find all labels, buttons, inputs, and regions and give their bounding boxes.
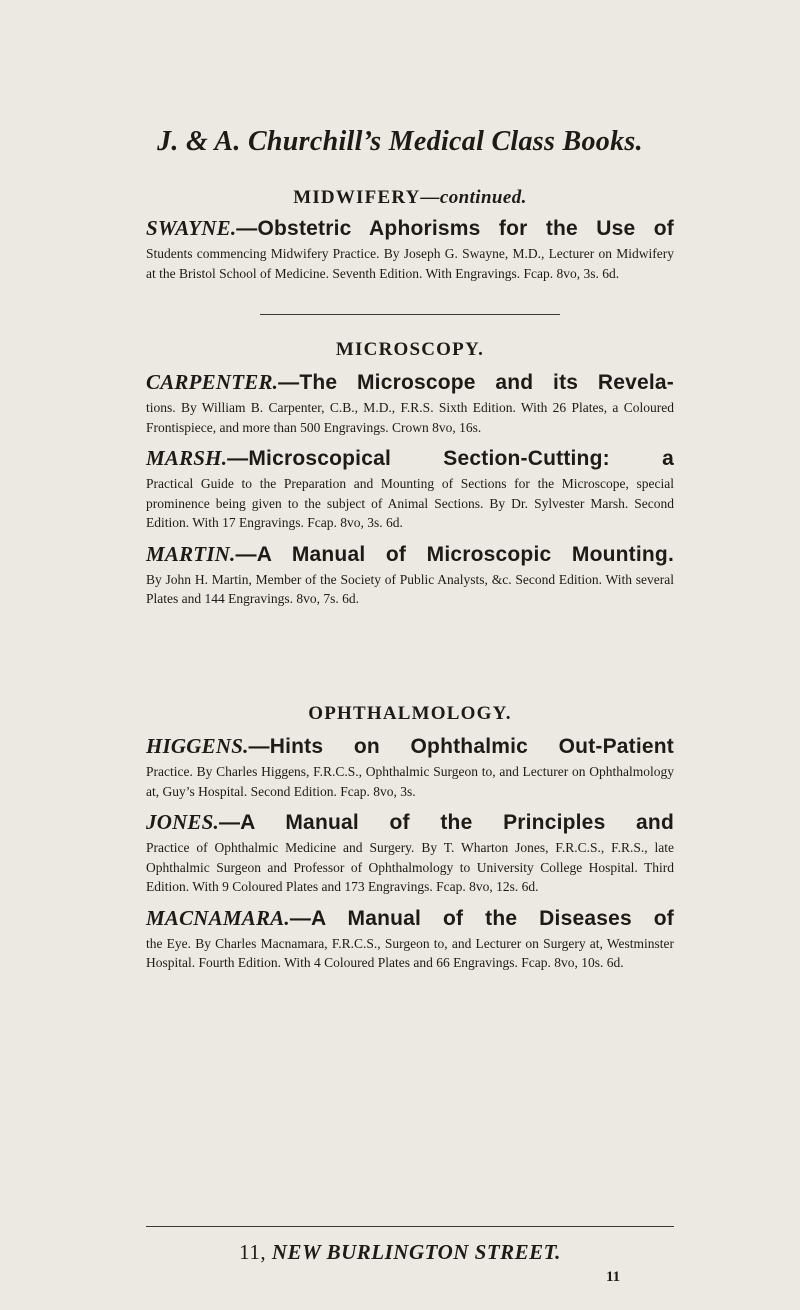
entry-lead <box>146 369 674 396</box>
footer-street: NEW BURLINGTON STREET. <box>271 1240 561 1264</box>
running-header: J. & A. Churchill’s Medical Class Books. <box>157 126 643 157</box>
entry-title: —A Manual of the Diseases of <box>289 906 674 930</box>
entry-description: Practical Guide to the Preparation and Mounting of Sections for the Microscope, special prominence being given to the subject of Animal Sections. By Dr. Sylvester Marsh. Second Edition. With 17 Engravings. Fcap. 8vo, 3s. 6d. <box>146 476 674 530</box>
section-ophthalmology <box>146 703 674 973</box>
entry-lead <box>146 541 674 568</box>
entry-description: By John H. Martin, Member of the Society of Public Analysts, &c. Second Edition. With several Plates and 144 Engravings. 8vo, 7s. 6d. <box>146 571 674 606</box>
page-number: 11 <box>606 1269 621 1285</box>
entry-description: Students commencing Midwifery Practice. By Joseph G. Swayne, M.D., Lecturer on Midwifery at the Bristol School of Medicine. Seventh Edition. With Engravings. Fcap. 8vo, 3s. 6d. <box>146 246 674 281</box>
entry-lead <box>146 733 674 760</box>
entry-title: —Hints on Ophthalmic Out-Patient <box>248 735 674 758</box>
section-heading-text: MICROSCOPY. <box>335 339 485 360</box>
entry-lead <box>146 905 674 932</box>
entry-lead <box>146 445 674 472</box>
book-entry <box>146 809 674 897</box>
book-entry <box>146 905 674 973</box>
entry-title: —A Manual of the Principles and <box>218 811 674 834</box>
entry-title: —A Manual of Microscopic Mounting. <box>235 542 674 566</box>
entry-description: Practice. By Charles Higgens, F.R.C.S., Ophthalmic Surgeon to, and Lecturer on Ophthalmology at, Guy’s Hospital. Second Edition. Fcap. 8vo, 3s. <box>146 764 674 799</box>
footer-rule <box>146 1226 674 1227</box>
entry-title: —The Microscope and its Revela- <box>278 371 674 394</box>
entry-title: —Obstetric Aphorisms for the Use of <box>236 217 674 240</box>
divider <box>260 314 560 315</box>
book-entry <box>146 733 674 801</box>
section-heading <box>146 187 674 209</box>
book-entry <box>146 541 674 609</box>
section-heading-text: MIDWIFERY <box>293 187 421 208</box>
section-heading-suffix: —continued. <box>420 187 527 208</box>
entry-author: SWAYNE. <box>146 216 237 240</box>
entry-author: MACNAMARA. <box>146 905 290 930</box>
entry-description: tions. By William B. Carpenter, C.B., M.D., F.R.S. Sixth Edition. With 26 Plates, a Coloured Frontispiece, and more than 500 Engravings. Crown 8vo, 16s. <box>146 400 674 435</box>
entry-author: MARTIN. <box>146 541 236 566</box>
entry-author: MARSH. <box>146 446 228 470</box>
book-entry <box>146 445 674 533</box>
book-entry <box>146 369 674 437</box>
section-midwifery <box>146 187 674 283</box>
entry-lead <box>146 215 674 242</box>
section-heading <box>146 703 674 725</box>
publisher-address <box>0 1240 800 1265</box>
footer-number: 11, <box>239 1240 267 1264</box>
entry-description: the Eye. By Charles Macnamara, F.R.C.S., Surgeon to, and Lecturer on Surgery at, Westminster Hospital. Fourth Edition. With 4 Coloured Plates and 66 Engravings. Fcap. 8vo, 10s. 6d. <box>146 935 674 970</box>
entry-description: Practice of Ophthalmic Medicine and Surgery. By T. Wharton Jones, F.R.C.S., F.R.S., late Ophthalmic Surgeon and Professor of Ophthalmology to University College Hospital. Third Edition. With 9 Coloured Plates and 173 Engravings. Fcap. 8vo, 12s. 6d. <box>146 840 674 894</box>
entry-title: —Microscopical Section-Cutting: a <box>227 447 674 470</box>
entry-author: JONES. <box>146 810 219 834</box>
section-heading-text: OPHTHALMOLOGY. <box>308 703 512 724</box>
section-microscopy <box>146 339 674 609</box>
section-heading <box>146 339 674 361</box>
entry-author: HIGGENS. <box>146 734 249 758</box>
book-entry <box>146 215 674 283</box>
entry-author: CARPENTER. <box>146 370 279 394</box>
entry-lead <box>146 809 674 836</box>
